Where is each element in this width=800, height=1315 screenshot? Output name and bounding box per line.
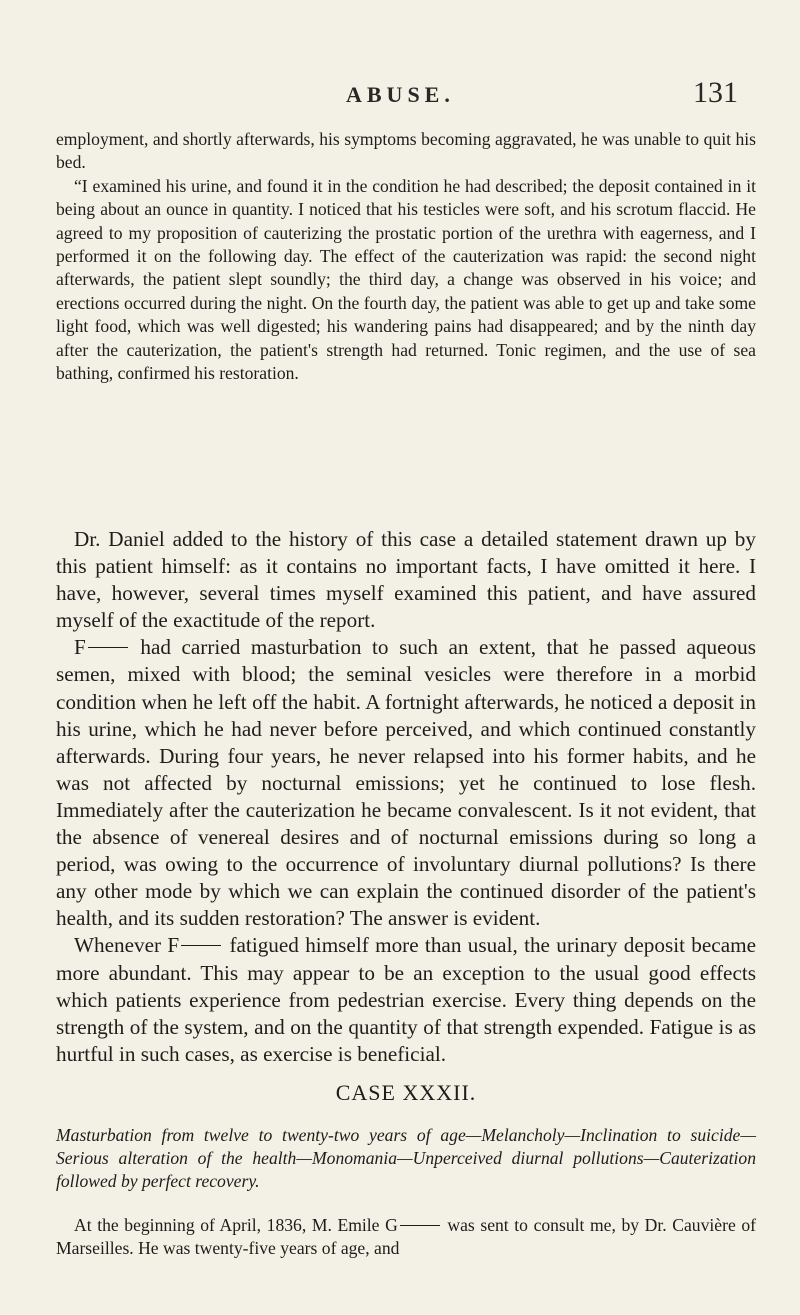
paragraph: employment, and shortly afterwards, his symptoms becoming aggravated, he was unable to quit his bed. bbox=[56, 129, 756, 173]
paragraph-text: was sent to consult me, by Dr. Cauvière of Marseilles. He was twenty-five years of age, and bbox=[56, 1215, 756, 1259]
paragraph bbox=[56, 1214, 756, 1261]
running-title: ABUSE. bbox=[346, 82, 455, 107]
paragraph-text: had carried masturbation to such an extent, that he passed aqueous semen, mixed with blood; the seminal vesicles were therefore in a morbid condition when he left off the habit. A fortnight afterwards, he noticed a deposit in his urine, which he had never before perceived, and which continued constantly afterwards. During four years, he never relapsed into his former habits, and he was not affected by nocturnal emissions; yet he continued to lose flesh. Immediately after the cauterization he became convalescent. Is it not evident, that the absence of venereal desires and of nocturnal emissions during so long a period, was owing to the occurrence of involuntary diurnal pollutions? Is there any other mode by which we can explain the continued disorder of the patient's health, and its sudden restoration? The answer is evident. bbox=[56, 635, 756, 931]
paragraph-text: fatigued himself more than usual, the urinary deposit became more abundant. This may appear to be an exception to the usual good effects which patients experience from pedestrian exercise. Every thing depends on the strength of the system, and on the quantity of that strength expended. Fatigue is as hurtful in such cases, as exercise is beneficial. bbox=[56, 933, 756, 1066]
paragraph bbox=[56, 932, 756, 1067]
case-heading: CASE XXXII. bbox=[335, 1080, 477, 1105]
name-dash bbox=[181, 945, 221, 946]
patient-initial: F bbox=[74, 635, 86, 660]
case-summary bbox=[56, 1124, 756, 1193]
paragraph-lead: Whenever F bbox=[74, 933, 180, 958]
page-number: 131 bbox=[693, 76, 738, 109]
paragraph bbox=[56, 634, 756, 932]
name-dash bbox=[400, 1225, 440, 1226]
paragraph: “I examined his urine, and found it in the condition he had described; the deposit contained in it being about an ounce in quantity. I noticed that his testicles were soft, and his scrotum flaccid. He agreed to my proposition of cauterizing the prostatic portion of the urethra with eagerness, and I performed it on the following day. The effect of the cauterization was rapid: the second night afterwards, the patient slept soundly; the third day, a change was observed in his voice; and erections occurred during the night. On the fourth day, the patient was able to get up and take some light food, which was well digested; his wandering pains had disappeared; and by the ninth day after the cauterization, the patient's strength had returned. Tonic regimen, and the use of sea bathing, confirmed his restoration. bbox=[56, 175, 756, 384]
author-commentary bbox=[56, 526, 756, 1068]
paragraph: Dr. Daniel added to the history of this case a detailed statement drawn up by this patient himself: as it contains no important facts, I have omitted it here. I have, however, several times myself examined this patient, and have assured myself of the exactitude of the report. bbox=[56, 527, 756, 633]
page-header bbox=[56, 76, 756, 112]
case-report-continued bbox=[56, 128, 756, 385]
case-summary-text: Masturbation from twelve to twenty-two years of age—Melancholy—Inclination to suicide—Serious alteration of the health—Monomania—Unperceived diurnal pollutions—Cauterization followed by perfect recovery. bbox=[56, 1125, 756, 1191]
paragraph-lead: At the beginning of April, 1836, M. Emile G bbox=[74, 1215, 398, 1235]
name-dash bbox=[88, 647, 128, 648]
case-report bbox=[56, 1214, 756, 1261]
